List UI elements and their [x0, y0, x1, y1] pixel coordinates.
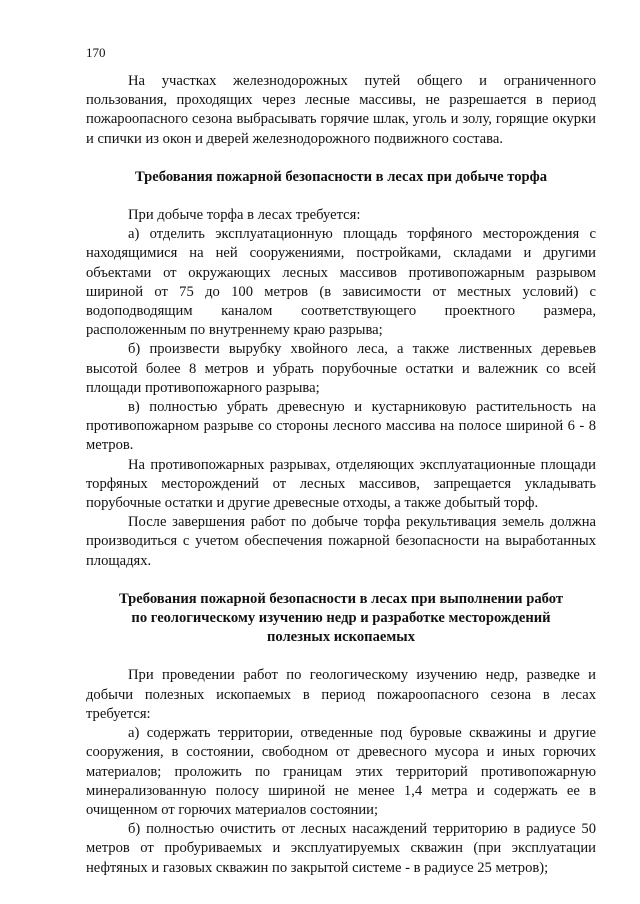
- geology-heading-line-3: полезных ископаемых: [266, 629, 415, 646]
- geology-section-heading: [86, 590, 596, 648]
- page-number: 170: [86, 45, 106, 60]
- peat-item-c: в) полностью убрать древесную и кустарниковую растительность на противопожарном разрыве со стороны лесного массива на полосе шириной 6 - 8 метров.: [86, 399, 596, 454]
- peat-prohibition: На противопожарных разрывах, отделяющих эксплуатационные площади торфяных месторождений от лесных массивов, запрещается укладывать порубочные остатки и другие древесные отходы, а также добытый торф.: [86, 456, 596, 512]
- peat-intro: При добыче торфа в лесах требуется:: [128, 207, 361, 224]
- geology-item-a: а) содержать территории, отведенные под буровые скважины и другие сооружения, в состоянии, свободном от древесного мусора и иных горючих материалов; проложить по границам этих территорий противопожарную минерализованную полосу шириной не менее 1,4 метра и содержать ее в очищенном от горючих материалов состоянии;: [86, 725, 596, 818]
- geology-item-b: б) полностью очистить от лесных насаждений территорию в радиусе 50 метров от пробуриваемых и эксплуатируемых скважин (при эксплуатации нефтяных и газовых скважин по закрытой системе - в радиусе 25 метров);: [86, 821, 596, 876]
- peat-recultivation: После завершения работ по добыче торфа рекультивация земель должна производиться с учетом обеспечения пожарной безопасности на выработанных площадях.: [86, 514, 596, 569]
- peat-section-heading: Требования пожарной безопасности в лесах при добыче торфа: [134, 168, 548, 185]
- peat-item-b: б) произвести вырубку хвойного леса, а также лиственных деревьев высотой более 8 метров и убрать порубочные остатки и валежник со всей площади противопожарного разрыва;: [86, 341, 596, 396]
- railway-paragraph: На участках железнодорожных путей общего и ограниченного пользования, проходящих через лесные массивы, не разрешается в период пожароопасного сезона выбрасывать горячие шлак, уголь и золу, горящие окурки и спички из окон и дверей железнодорожного подвижного состава.: [86, 73, 596, 147]
- document-body: [86, 72, 596, 878]
- geology-intro: При проведении работ по геологическому изучению недр, разведке и добычи полезных ископаемых в период пожароопасного сезона в лесах требуется:: [86, 667, 596, 722]
- geology-heading-line-1: Требования пожарной безопасности в лесах при выполнении работ: [118, 590, 564, 607]
- geology-heading-line-2: по геологическому изучению недр и разработке месторождений: [131, 610, 551, 627]
- peat-item-a: а) отделить эксплуатационную площадь торфяного месторождения с находящимися на ней сооружениями, постройками, складами и другими объектами от окружающих лесных массивов противопожарным разрывом шириной от 75 до 100 метров (в зависимости от местных условий) с водоподводящим каналом соответствующего проектного размера, расположенным по внутреннему краю разрыва;: [86, 226, 596, 339]
